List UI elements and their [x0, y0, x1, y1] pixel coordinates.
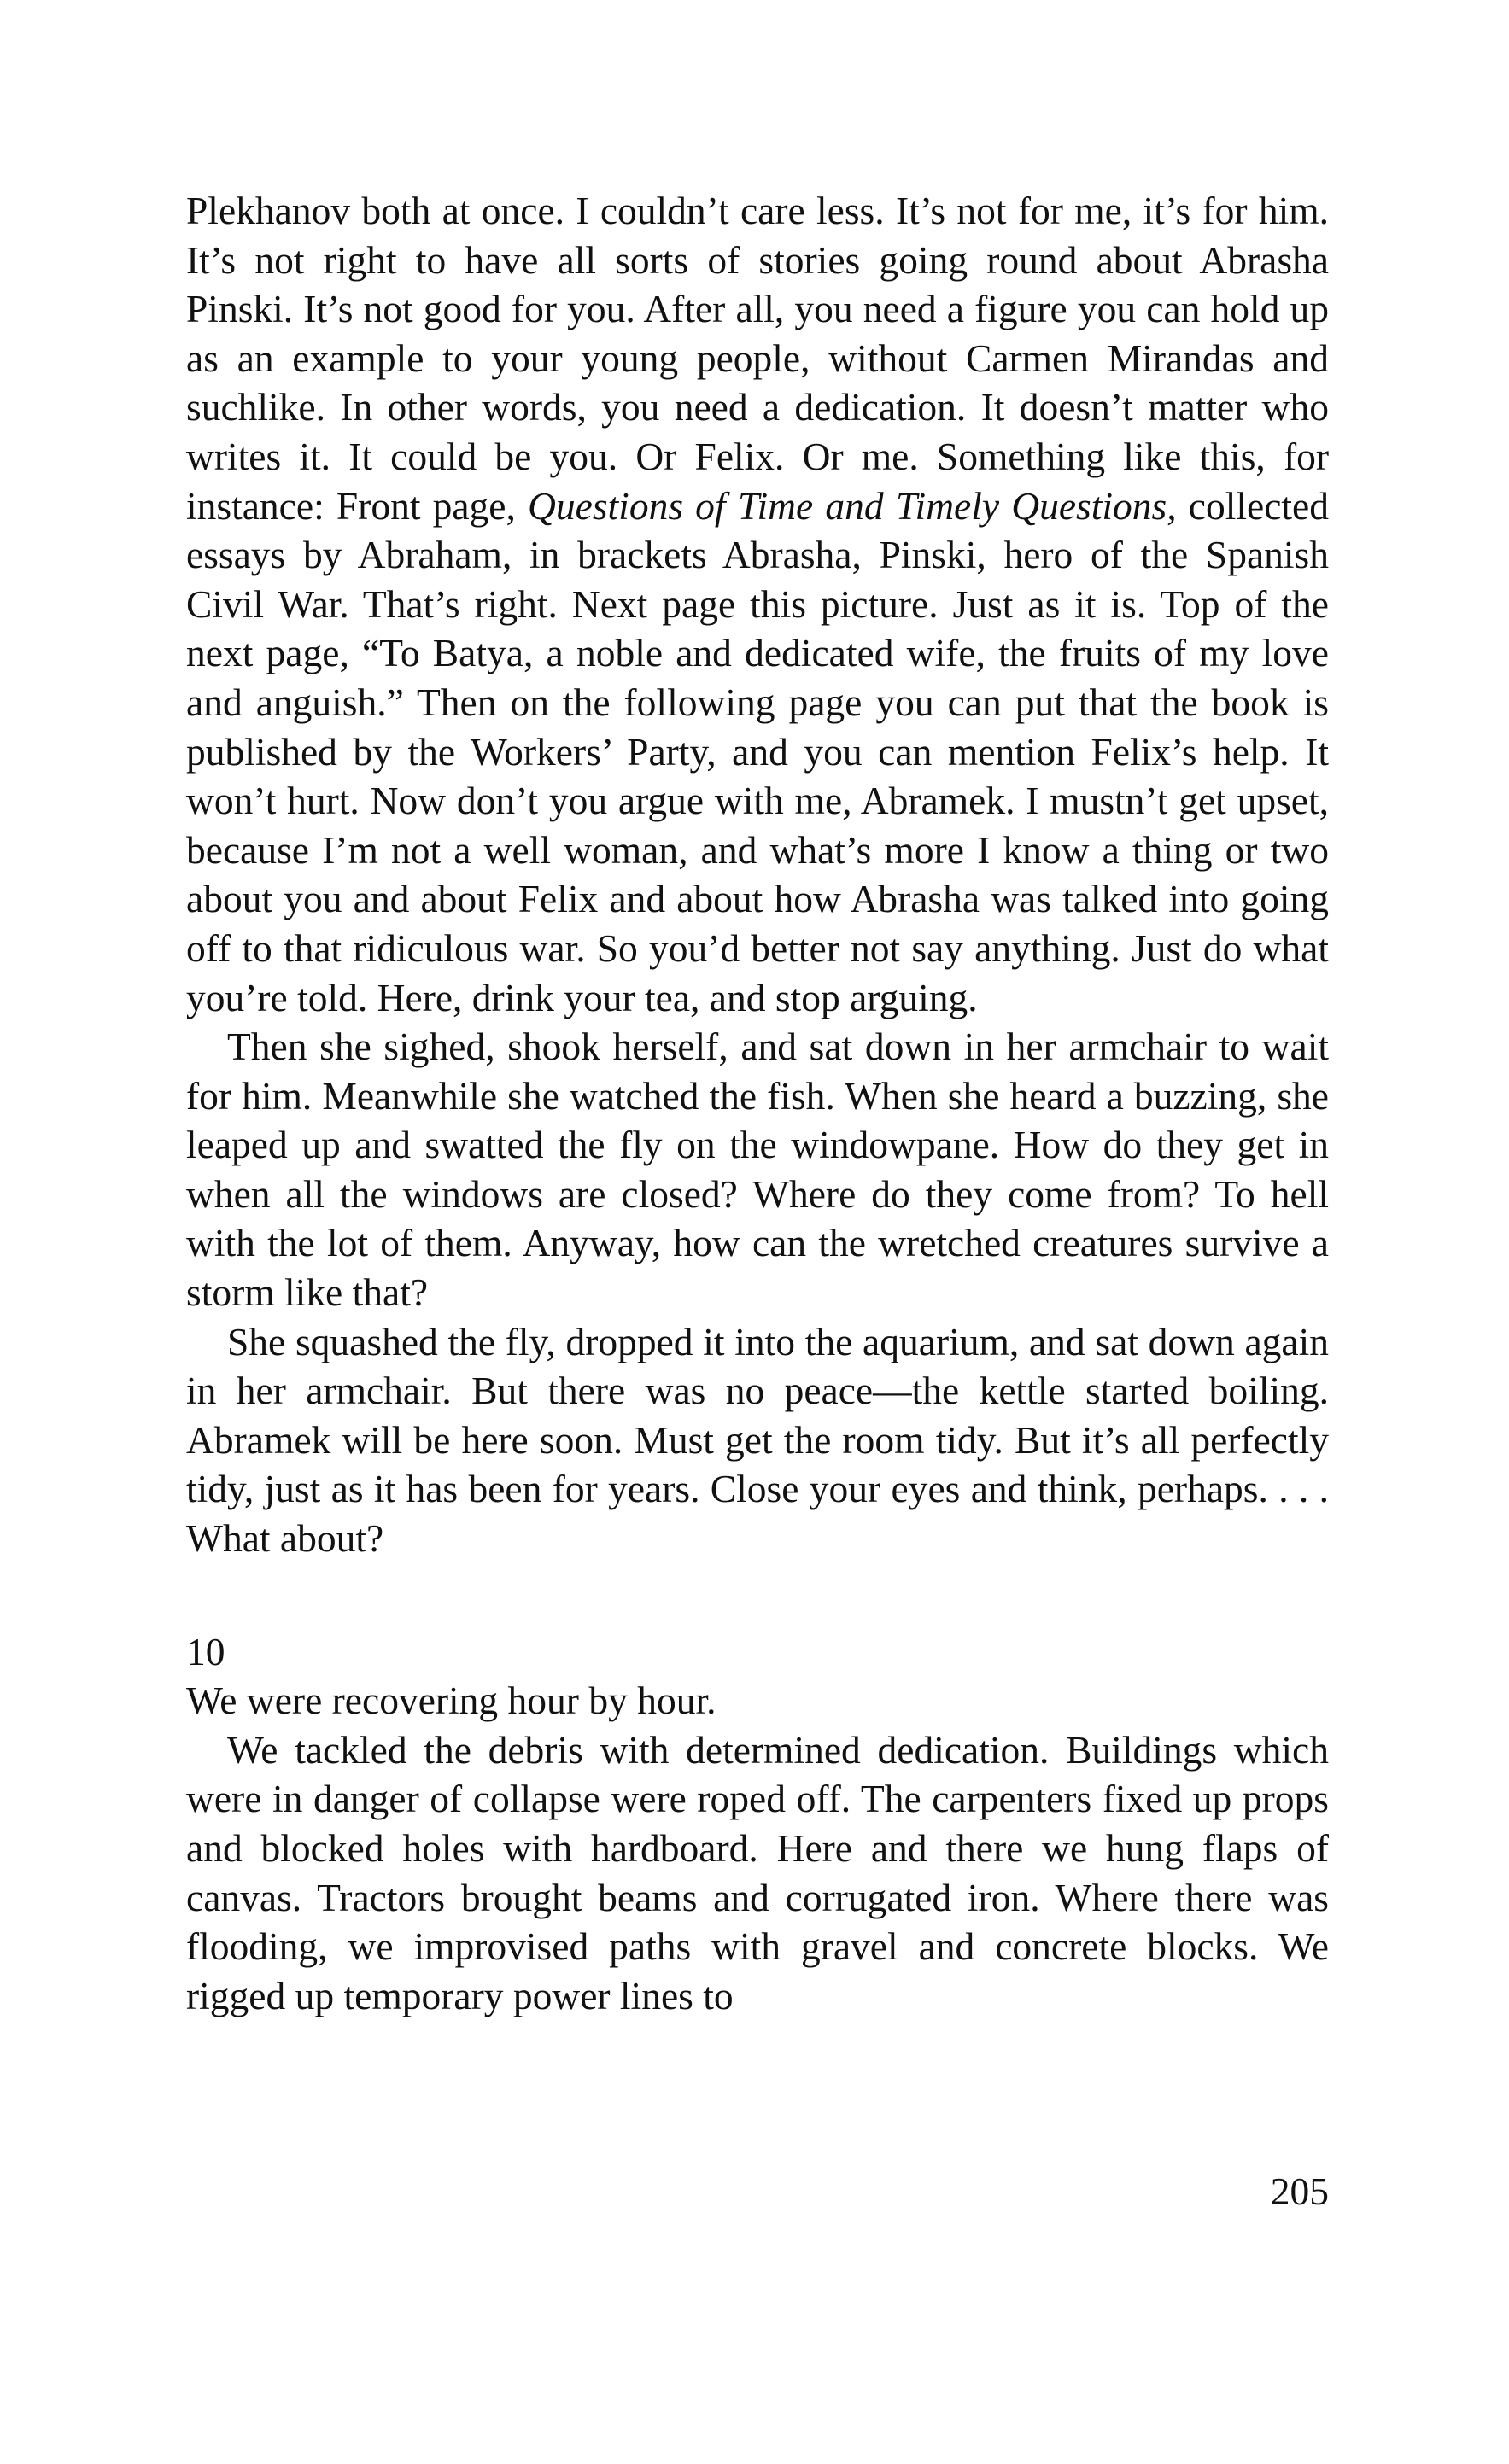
page-number: 205 [1270, 2169, 1329, 2213]
paragraph-dedication-speech-start: Plekhanov both at once. I couldn’t care less. It’s not for me, it’s for him. It’s not right to have all sorts of stories going round about Abrasha Pinski. It’s not good for you. After all, you need a figure you can hold up as an example to your young people, without Carmen Mirandas and suchlike. In other words, you need a dedication. It doesn’t matter who writes it. It could be you. Or Felix. Or me. Something like this, for instance: Front page, [186, 189, 1329, 528]
section-number: 10 [186, 1629, 225, 1673]
paragraph-debris: We tackled the debris with determined dedication. Buildings which were in danger of collapse were roped off. The carpenters fixed up props and blocked holes with hardboard. Here and there we hung flaps of canvas. Tractors brought beams and corrugated iron. Where there was flooding, we improvised paths with gravel and concrete blocks. We rigged up temporary power lines to [186, 1727, 1329, 2017]
paragraph-dedication-speech-end: collected essays by Abraham, in brackets Abrasha, Pinski, hero of the Spanish Civil War. That’s right. Next page this picture. Just as it is. Top of the next page, “To Batya, a noble and dedicated wife, the fruits of my love and anguish.” Then on the following page you can put that the book is published by the Workers’ Party, and you can mention Felix’s help. It won’t hurt. Now don’t you argue with me, Abramek. I mustn’t get upset, because I’m not a well woman, and what’s more I know a thing or two about you and about Felix and about how Abrasha was talked into going off to that ridiculous war. So you’d better not say anything. Just do what you’re told. Here, drink your tea, and stop arguing. [186, 483, 1329, 1019]
paragraph-squashed-fly: She squashed the fly, dropped it into the aquarium, and sat down again in her armchair. But there was no peace—the kettle started boiling. Abramek will be here soon. Must get the room tidy. But it’s all perfectly tidy, just as it has been for years. Close your eyes and think, perhaps. . . . What about? [186, 1319, 1329, 1561]
book-title-italic: Questions of Time and Timely Questions, [528, 483, 1177, 528]
paragraph-fly-buzzing: Then she sighed, shook herself, and sat down in her armchair to wait for him. Meanwhile she watched the fish. When she heard a buzzing, she leaped up and swatted the fly on the windowpane. How do they get in when all the windows are closed? Where do they come from? To hell with the lot of them. Anyway, how can the wretched creatures survive a storm like that? [186, 1025, 1329, 1315]
section-first-line: We were recovering hour by hour. [186, 1679, 716, 1723]
paragraph-dedication-speech [186, 186, 1329, 1022]
page-body [186, 186, 1329, 2020]
